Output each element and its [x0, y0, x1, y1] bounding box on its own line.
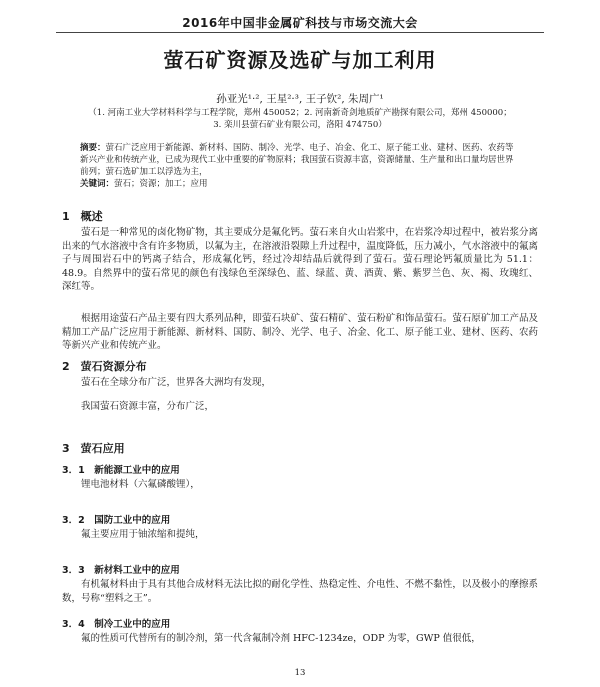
- body-paragraph: 我国萤石资源丰富，分布广泛，: [81, 401, 215, 412]
- body-paragraph: 锂电池材料（六氟磷酸锂），: [81, 479, 200, 490]
- body-paragraph: 氟的性质可代替所有的制冷剂，第一代含氟制冷剂 HFC-1234ze，ODP 为零，GWP 值很低，: [81, 633, 481, 644]
- body-paragraph: 根据用途萤石产品主要有四大系列品种，即萤石块矿、萤石精矿、萤石粉矿和饰品萤石。萤石原矿加工产品及精加工产品广泛应用于新能源、新材料、国防、制冷、光学、电子、冶金、化工、原子能工业、建材、医药、农药等新兴产业和传统产业。: [62, 313, 538, 351]
- section-heading: 2 萤石资源分布: [62, 360, 147, 373]
- subsection-heading: 3．2 国防工业中的应用: [62, 515, 171, 526]
- abstract-label: 摘要：: [80, 143, 106, 153]
- body-paragraph: 有机氟材料由于具有其他合成材料无法比拟的耐化学性、热稳定性、介电性、不燃不黏性，以及极小的摩擦系数，号称“塑料之王”。: [62, 579, 538, 604]
- subsection-heading: 3．3 新材料工业中的应用: [62, 565, 180, 576]
- subsection-heading: 3．4 制冷工业中的应用: [62, 619, 171, 630]
- affiliations: [80, 107, 520, 131]
- header-rule: [56, 32, 544, 33]
- page-number: 13: [294, 668, 306, 678]
- author-list: 孙亚光¹·², 王星²·³, 王子钦², 朱周广¹: [216, 93, 384, 105]
- section-heading: 1 概述: [62, 210, 103, 223]
- abstract-text: 萤石广泛应用于新能源、新材料、国防、制冷、光学、电子、冶金、化工、原子能工业、建材、医药、农药等新兴产业和传统产业，已成为现代工业中重要的矿物原料；我国萤石资源丰富，资源储量、生产量和出口量均居世界前列；萤石选矿加工以浮选为主，: [80, 143, 514, 177]
- body-paragraph: 萤石是一种常见的卤化物矿物，其主要成分是氟化钙。萤石来自火山岩浆中，在岩浆冷却过程中，被岩浆分离出来的气水溶液中含有许多物质，以氟为主，在溶液沿裂隙上升过程中，温度降低，压力减小，气水溶液中的氟离子与周围岩石中的钙离子结合，形成氟化钙，经过冷却结晶后就得到了萤石。萤石理论钙氟质量比为 51.1：48.9。自然界中的萤石常见的颜色有浅绿色至深绿色、蓝、绿蓝、黄、酒黄、紫、紫罗兰色、灰、褐、玫瑰红、深红等。: [62, 227, 538, 292]
- body-paragraph: 氟主要应用于铀浓缩和提纯，: [81, 529, 205, 540]
- affiliation-line: 3. 栾川县萤石矿业有限公司，洛阳 474750）: [213, 120, 387, 130]
- abstract: [80, 142, 520, 178]
- affiliation-line: （1. 河南工业大学材料科学与工程学院，郑州 450052；2. 河南新奇剑地质矿产勘探有限公司，郑州 450000；: [88, 108, 512, 118]
- keywords: [80, 178, 520, 190]
- section-heading: 3 萤石应用: [62, 442, 125, 455]
- keywords-label: 关键词：: [80, 179, 115, 189]
- subsection-heading: 3．1 新能源工业中的应用: [62, 465, 180, 476]
- body-paragraph: 萤石在全球分布广泛，世界各大洲均有发现，: [81, 377, 272, 388]
- running-head: 2016年中国非金属矿科技与市场交流大会: [182, 16, 418, 30]
- paper-title: 萤石矿资源及选矿与加工利用: [163, 48, 437, 72]
- keywords-text: 萤石；资源；加工；应用: [114, 179, 208, 189]
